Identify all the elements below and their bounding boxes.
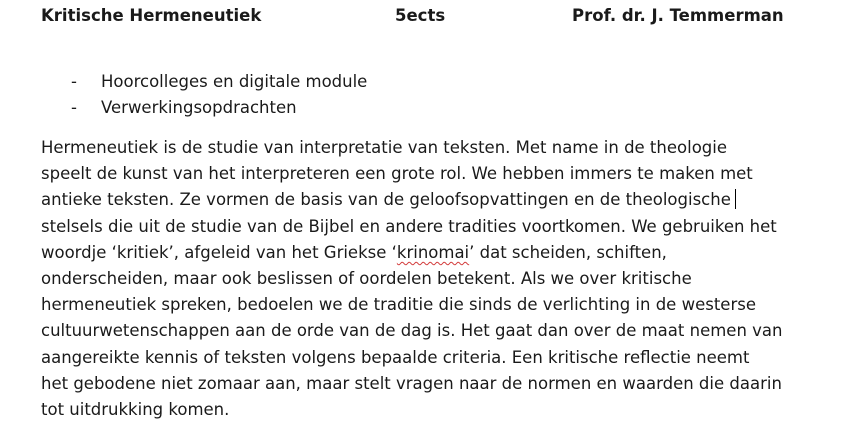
paragraph-line bbox=[41, 241, 811, 267]
text-cursor bbox=[735, 189, 736, 209]
paragraph-line: hermeneutiek spreken, bedoelen we de traditie die sinds de verlichting in de westerse bbox=[41, 295, 756, 315]
paragraph-line bbox=[41, 188, 811, 214]
course-title: Kritische Hermeneutiek bbox=[41, 6, 262, 25]
paragraph-line: aangereikte kennis of teksten volgens bepaalde criteria. Een kritische reflectie neemt bbox=[41, 347, 750, 367]
paragraph-line: Hermeneutiek is de studie van interpretatie van teksten. Met name in de theologie bbox=[41, 138, 727, 157]
list-item-text: Hoorcolleges en digitale module bbox=[101, 72, 368, 91]
list-item bbox=[41, 70, 367, 96]
list-item-text: Verwerkingsopdrachten bbox=[101, 98, 297, 117]
document-header bbox=[41, 6, 801, 28]
paragraph-line: onderscheiden, maar ook beslissen of oordelen betekent. Als we over kritische bbox=[41, 268, 692, 288]
body-paragraph[interactable] bbox=[41, 136, 811, 424]
paragraph-line-text: antieke teksten. Ze vormen de basis van de geloofsopvattingen en de theologische bbox=[41, 190, 731, 210]
spellcheck-flagged-word[interactable]: krinomai bbox=[396, 242, 470, 262]
paragraph-line: het gebodene niet zomaar aan, maar stelt vragen naar de normen en waarden die daarin bbox=[41, 373, 782, 393]
paragraph-line: speelt de kunst van het interpreteren een grote rol. We hebben immers te maken met bbox=[41, 164, 753, 184]
list-item bbox=[41, 96, 367, 122]
line-text-after: ’ dat scheiden, schiften, bbox=[469, 242, 667, 262]
course-credits: 5ects bbox=[395, 6, 446, 25]
bullet-dash: - bbox=[71, 72, 77, 91]
professor-name: Prof. dr. J. Temmerman bbox=[572, 6, 784, 25]
line-text-before: woordje ‘kritiek’, afgeleid van het Griekse ‘ bbox=[41, 242, 397, 262]
paragraph-line: stelsels die uit de studie van de Bijbel en andere tradities voortkomen. We gebruiken het bbox=[41, 216, 777, 236]
paragraph-line: cultuurwetenschappen aan de orde van de dag is. Het gaat dan over de maat nemen van bbox=[41, 321, 783, 341]
paragraph-line: tot uitdrukking komen. bbox=[41, 399, 230, 419]
bullet-dash: - bbox=[71, 98, 77, 117]
format-list bbox=[41, 70, 367, 122]
